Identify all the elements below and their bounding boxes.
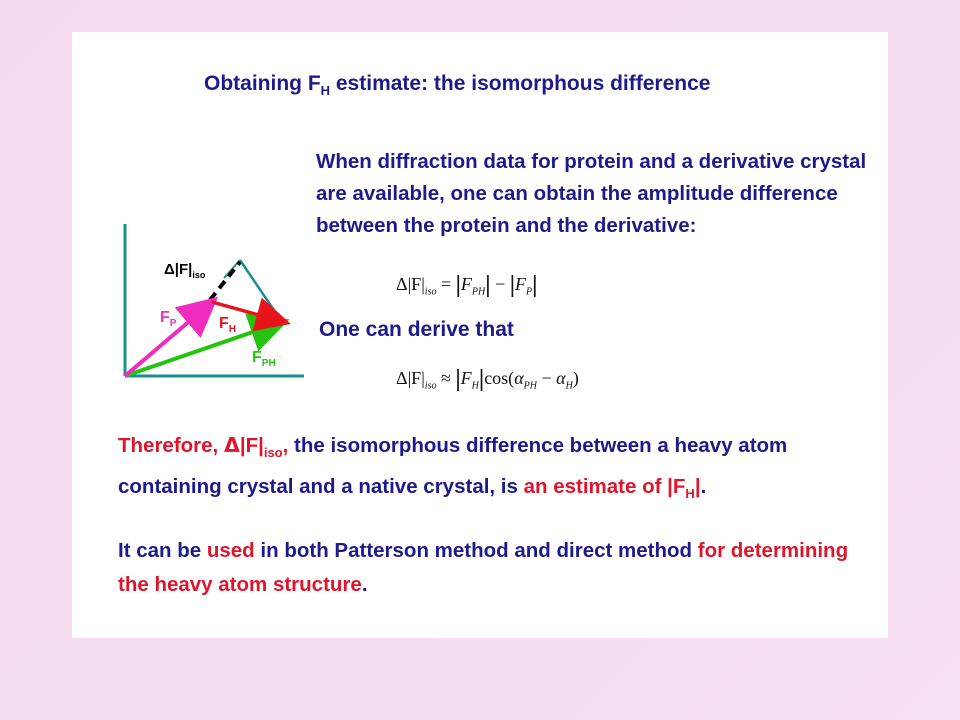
slide-title: Obtaining $F_H$ estimate: the isomorphous difference xyxy=(204,72,711,99)
equation-cosine-approximation: $\Delta|F|_{iso} \approx |F_H|\cos(\alpha_{PH} - \alpha_H)$ xyxy=(396,366,579,392)
usage-paragraph: It can be used in both Patterson method and direct method for determining the heavy atom structure. xyxy=(118,539,849,596)
intro-text: When diffraction data for protein and a derivative crystal are available, one can obtain the amplitude difference between the protein and the derivative: xyxy=(316,150,867,237)
label-delta-f-iso: $\Delta|F|_{iso}$ xyxy=(164,261,206,280)
vector-diagram xyxy=(112,222,312,382)
conclusion-paragraph: Therefore, $\Delta|F|_{iso}$, the isomorphous difference between a heavy atom containing crystal and a native crystal, is an estimate of $|F_H|$. xyxy=(118,433,788,502)
label-fp: $F_P$ xyxy=(160,309,177,329)
derive-text: One can derive that xyxy=(319,318,514,341)
label-fh: $F_H$ xyxy=(219,315,237,335)
label-fph: $F_{PH}$ xyxy=(252,349,276,369)
delta-dashed-line xyxy=(210,262,240,300)
equation-isomorphous-difference: $\Delta|F|_{iso} = |F_{PH}| - |F_P|$ xyxy=(396,272,538,298)
slide-panel xyxy=(72,32,888,638)
